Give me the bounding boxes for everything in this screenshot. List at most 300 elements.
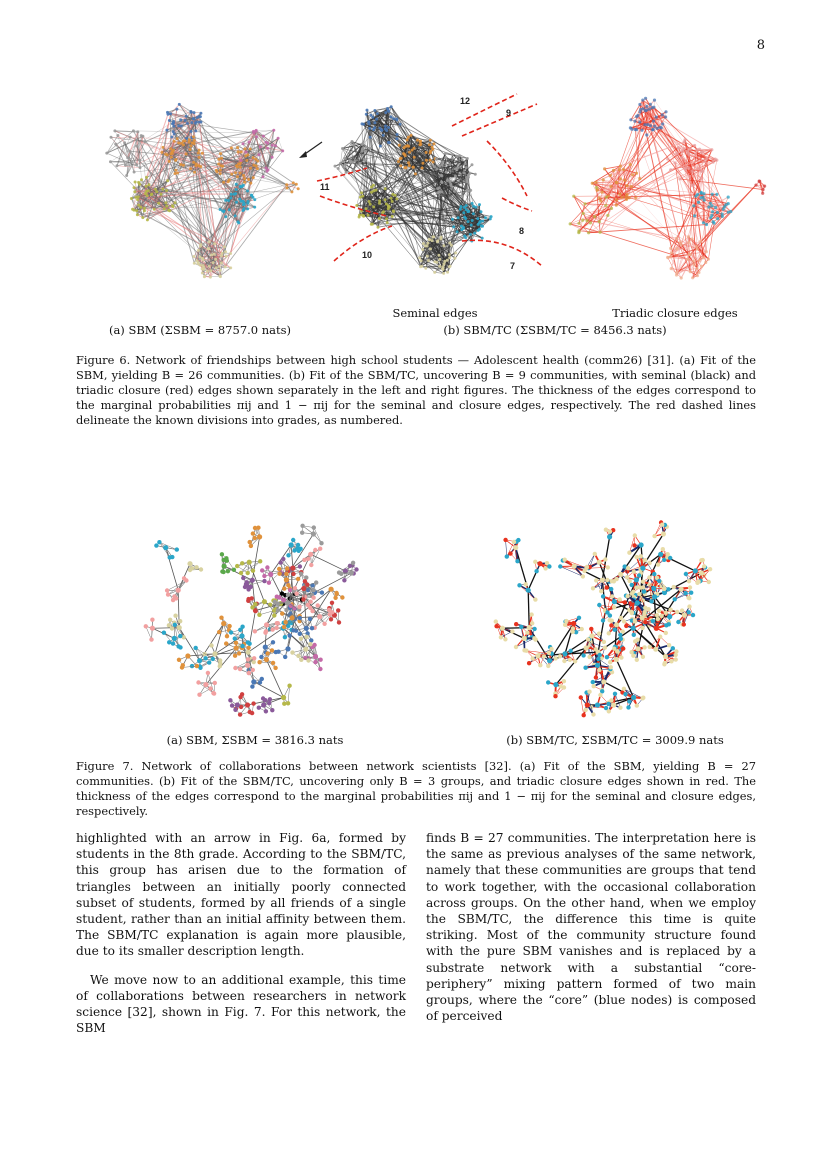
- network-node: [218, 265, 221, 268]
- network-node: [626, 705, 630, 709]
- network-node: [312, 525, 316, 529]
- network-node: [221, 252, 224, 255]
- network-node: [697, 271, 700, 274]
- network-node: [310, 609, 314, 613]
- network-node: [612, 579, 616, 583]
- network-node: [209, 269, 212, 272]
- network-node: [193, 139, 196, 142]
- network-node: [184, 139, 187, 142]
- network-node: [261, 702, 266, 707]
- network-node: [182, 164, 185, 167]
- network-node: [208, 265, 211, 268]
- network-node: [199, 243, 202, 246]
- network-node: [240, 561, 244, 565]
- network-node: [247, 178, 250, 181]
- network-node: [192, 255, 195, 258]
- network-node: [281, 695, 286, 700]
- network-node: [661, 113, 664, 116]
- network-node: [239, 172, 242, 175]
- network-node: [262, 574, 266, 578]
- network-node: [619, 655, 623, 659]
- network-node: [271, 144, 274, 147]
- network-node: [623, 179, 626, 182]
- network-node: [701, 151, 704, 154]
- network-node: [688, 585, 692, 589]
- network-node: [599, 589, 603, 593]
- network-node: [701, 170, 704, 173]
- network-node: [167, 209, 170, 212]
- network-node: [238, 198, 241, 201]
- collaboration-edge: [254, 682, 284, 698]
- network-node: [663, 654, 668, 659]
- network-node: [605, 578, 609, 582]
- network-node: [213, 253, 216, 256]
- network-node: [150, 193, 153, 196]
- network-node: [116, 134, 119, 137]
- network-node: [180, 142, 183, 145]
- network-node: [235, 201, 238, 204]
- network-node: [582, 713, 586, 717]
- network-node: [166, 179, 169, 182]
- network-node: [623, 600, 627, 604]
- network-node: [141, 216, 144, 219]
- network-node: [217, 163, 220, 166]
- network-node: [354, 567, 358, 571]
- network-node: [675, 610, 679, 614]
- network-node: [222, 181, 225, 184]
- network-node: [628, 579, 632, 583]
- network-node: [581, 219, 584, 222]
- network-node: [306, 557, 310, 561]
- network-node: [144, 140, 147, 143]
- network-node: [160, 193, 163, 196]
- network-node: [133, 171, 136, 174]
- network-node: [220, 262, 223, 265]
- network-node: [235, 702, 240, 707]
- network-node: [219, 172, 222, 175]
- network-node: [201, 152, 204, 155]
- seminal-edges-label: Seminal edges: [392, 306, 478, 320]
- network-node: [705, 223, 708, 226]
- network-node: [130, 197, 133, 200]
- network-node: [642, 645, 646, 649]
- network-node: [233, 654, 237, 658]
- network-node: [694, 195, 697, 198]
- network-node: [272, 613, 276, 617]
- network-node: [276, 621, 280, 625]
- network-node: [579, 695, 583, 699]
- network-node: [661, 122, 664, 125]
- network-node: [235, 188, 238, 191]
- network-node: [170, 156, 173, 159]
- network-node: [219, 616, 223, 620]
- network-node: [210, 253, 213, 256]
- network-node: [645, 133, 648, 136]
- network-node: [304, 635, 308, 639]
- network-node: [658, 552, 663, 557]
- network-node: [246, 650, 251, 655]
- network-node: [693, 568, 698, 573]
- network-node: [652, 106, 655, 109]
- network-node: [145, 176, 148, 179]
- network-node: [291, 628, 295, 632]
- network-node: [197, 693, 201, 697]
- network-node: [247, 560, 252, 565]
- network-node: [123, 141, 126, 144]
- network-node: [277, 137, 280, 140]
- network-node: [297, 187, 300, 190]
- network-node: [669, 255, 672, 258]
- network-node: [276, 608, 280, 612]
- network-node: [260, 677, 264, 681]
- network-node: [698, 167, 701, 170]
- network-node: [693, 263, 696, 266]
- network-node: [300, 531, 304, 535]
- network-node: [710, 148, 713, 151]
- network-node: [246, 207, 249, 210]
- network-node: [682, 147, 685, 150]
- network-node: [265, 651, 269, 655]
- network-node: [207, 660, 211, 664]
- network-node: [571, 621, 576, 626]
- network-node: [691, 184, 694, 187]
- network-node: [282, 625, 286, 629]
- network-node: [722, 208, 725, 211]
- network-node: [166, 153, 169, 156]
- seminal-edge: [589, 225, 707, 233]
- network-node: [562, 659, 566, 663]
- network-node: [629, 118, 632, 121]
- network-node: [194, 565, 198, 569]
- network-node: [221, 165, 224, 168]
- network-node: [526, 588, 531, 593]
- network-node: [699, 240, 702, 243]
- network-node: [700, 192, 703, 195]
- network-node: [255, 135, 258, 138]
- network-node: [689, 253, 692, 256]
- network-node: [527, 625, 532, 630]
- network-node: [618, 633, 622, 637]
- network-node: [281, 149, 284, 152]
- network-node: [131, 208, 134, 211]
- network-node: [698, 259, 701, 262]
- network-node: [223, 245, 226, 248]
- seminal-edge: [708, 223, 714, 259]
- network-node: [682, 613, 687, 618]
- network-node: [262, 135, 265, 138]
- network-node: [199, 115, 202, 118]
- network-node: [674, 161, 677, 164]
- network-node: [139, 206, 142, 209]
- network-node: [694, 152, 697, 155]
- network-node: [284, 577, 289, 582]
- network-node: [577, 616, 581, 620]
- network-node: [136, 130, 139, 133]
- network-node: [662, 662, 666, 666]
- network-node: [531, 656, 535, 660]
- network-node: [517, 583, 521, 587]
- network-node: [603, 646, 607, 650]
- network-node: [591, 182, 594, 185]
- network-node: [217, 630, 221, 634]
- network-node: [631, 695, 636, 700]
- network-node: [167, 640, 171, 644]
- network-node: [288, 633, 292, 637]
- network-node: [175, 158, 178, 161]
- network-node: [174, 172, 177, 175]
- network-node: [238, 712, 242, 716]
- network-node: [270, 648, 274, 652]
- network-node: [192, 161, 195, 164]
- network-node: [286, 553, 290, 557]
- network-node: [192, 117, 195, 120]
- network-node: [130, 161, 133, 164]
- network-node: [144, 624, 148, 628]
- network-node: [629, 650, 633, 654]
- network-node: [609, 623, 613, 627]
- network-node: [701, 558, 705, 562]
- network-node: [626, 566, 630, 570]
- network-node: [630, 185, 633, 188]
- network-node: [250, 194, 253, 197]
- network-node: [293, 586, 297, 590]
- network-node: [584, 708, 588, 712]
- network-node: [334, 591, 338, 595]
- network-node: [763, 185, 766, 188]
- network-node: [705, 157, 708, 160]
- network-node: [280, 591, 284, 595]
- network-node: [553, 656, 557, 660]
- network-node: [225, 559, 229, 563]
- network-node: [219, 152, 222, 155]
- network-node: [547, 651, 551, 655]
- network-node: [640, 566, 645, 571]
- network-node: [125, 174, 128, 177]
- network-node: [253, 629, 257, 633]
- network-node: [235, 183, 238, 186]
- network-node: [591, 586, 595, 590]
- network-node: [680, 276, 683, 279]
- network-node: [236, 175, 239, 178]
- network-node: [258, 559, 262, 563]
- network-node: [643, 123, 646, 126]
- network-node: [228, 698, 232, 702]
- network-node: [298, 632, 302, 636]
- network-node: [243, 147, 246, 150]
- network-node: [648, 108, 651, 111]
- network-node: [598, 693, 602, 697]
- network-node: [641, 585, 645, 589]
- network-node: [524, 582, 528, 586]
- network-node: [591, 712, 595, 716]
- network-node: [494, 619, 498, 623]
- network-node: [186, 122, 189, 125]
- seminal-edge: [574, 196, 585, 204]
- network-node: [166, 592, 170, 596]
- network-node: [173, 614, 177, 618]
- network-node: [193, 111, 196, 114]
- network-node: [571, 626, 575, 630]
- network-node: [251, 701, 255, 705]
- network-node: [547, 658, 552, 663]
- network-node: [233, 666, 237, 670]
- network-node: [727, 211, 730, 214]
- network-node: [279, 560, 283, 564]
- network-node: [703, 160, 706, 163]
- network-node: [237, 220, 240, 223]
- network-node: [290, 650, 294, 654]
- network-node: [221, 621, 226, 626]
- network-node: [262, 579, 266, 583]
- network-node: [209, 643, 213, 647]
- network-node: [234, 645, 239, 650]
- network-node: [172, 125, 175, 128]
- network-node: [218, 158, 221, 161]
- network-node: [116, 164, 119, 167]
- network-node: [126, 156, 129, 159]
- network-node: [286, 593, 290, 597]
- network-node: [675, 271, 678, 274]
- network-node: [253, 536, 257, 540]
- network-node: [676, 620, 680, 624]
- network-node: [652, 572, 656, 576]
- network-node: [319, 541, 323, 545]
- network-node: [249, 544, 253, 548]
- network-node: [135, 209, 138, 212]
- network-node: [228, 208, 231, 211]
- network-node: [254, 130, 257, 133]
- network-node: [178, 634, 182, 638]
- network-node: [625, 193, 628, 196]
- network-node: [336, 608, 340, 612]
- network-node: [635, 703, 639, 707]
- network-node: [239, 166, 242, 169]
- network-node: [188, 568, 192, 572]
- network-node: [664, 611, 668, 615]
- network-node: [710, 204, 713, 207]
- network-node: [604, 204, 607, 207]
- network-node: [618, 572, 623, 577]
- network-node: [649, 103, 652, 106]
- network-node: [246, 657, 250, 661]
- network-node: [695, 267, 698, 270]
- network-node: [129, 136, 132, 139]
- network-node: [229, 266, 232, 269]
- network-node: [682, 622, 686, 626]
- network-node: [173, 140, 176, 143]
- network-node: [311, 588, 315, 592]
- network-node: [298, 616, 302, 620]
- network-node: [607, 631, 611, 635]
- network-node: [214, 258, 217, 261]
- network-node: [629, 126, 632, 129]
- network-node: [267, 169, 270, 172]
- network-node: [600, 578, 605, 583]
- network-node: [661, 547, 665, 551]
- network-node: [303, 579, 307, 583]
- network-node: [308, 552, 313, 557]
- network-node: [177, 124, 180, 127]
- network-node: [172, 120, 175, 123]
- network-node: [262, 175, 265, 178]
- network-node: [691, 276, 694, 279]
- network-node: [641, 99, 644, 102]
- network-node: [657, 609, 661, 613]
- network-node: [239, 185, 242, 188]
- network-node: [137, 181, 140, 184]
- network-node: [668, 608, 672, 612]
- network-node: [620, 196, 623, 199]
- network-node: [622, 168, 625, 171]
- grade-divider: [487, 141, 527, 196]
- network-node: [298, 547, 302, 551]
- network-node: [290, 190, 293, 193]
- network-node: [253, 602, 257, 606]
- network-node: [641, 580, 645, 584]
- network-node: [213, 681, 217, 685]
- network-node: [228, 178, 231, 181]
- network-node: [529, 612, 533, 616]
- network-node: [280, 611, 284, 615]
- network-node: [644, 97, 647, 100]
- network-node: [193, 262, 196, 265]
- collaboration-edge: [291, 545, 293, 568]
- fig6a-network-graph: [88, 92, 313, 292]
- network-node: [625, 184, 628, 187]
- network-node: [697, 201, 700, 204]
- network-node: [587, 231, 590, 234]
- network-node: [243, 181, 246, 184]
- network-node: [187, 561, 192, 566]
- network-node: [688, 153, 691, 156]
- network-node: [647, 575, 651, 579]
- network-node: [687, 579, 691, 583]
- network-node: [268, 603, 272, 607]
- network-node: [227, 624, 231, 628]
- network-node: [165, 588, 169, 592]
- network-node: [243, 177, 246, 180]
- network-node: [635, 646, 640, 651]
- network-node: [135, 139, 138, 142]
- network-node: [197, 658, 202, 663]
- network-node: [609, 185, 612, 188]
- network-node: [246, 597, 250, 601]
- network-node: [761, 192, 764, 195]
- network-node: [198, 156, 201, 159]
- network-node: [197, 262, 200, 265]
- network-node: [155, 190, 158, 193]
- network-node: [628, 196, 631, 199]
- network-node: [235, 564, 239, 568]
- network-node: [147, 183, 150, 186]
- network-node: [308, 600, 312, 604]
- network-node: [630, 583, 634, 587]
- fig7a-network-graph: [90, 458, 420, 720]
- network-node: [696, 148, 699, 151]
- network-node: [225, 634, 229, 638]
- network-node: [310, 626, 314, 630]
- network-node: [270, 708, 274, 712]
- network-node: [687, 166, 690, 169]
- network-node: [680, 156, 683, 159]
- network-node: [675, 237, 678, 240]
- network-node: [674, 653, 678, 657]
- network-node: [569, 222, 572, 225]
- network-node: [175, 547, 179, 551]
- network-node: [250, 711, 254, 715]
- network-node: [230, 173, 233, 176]
- network-node: [194, 122, 197, 125]
